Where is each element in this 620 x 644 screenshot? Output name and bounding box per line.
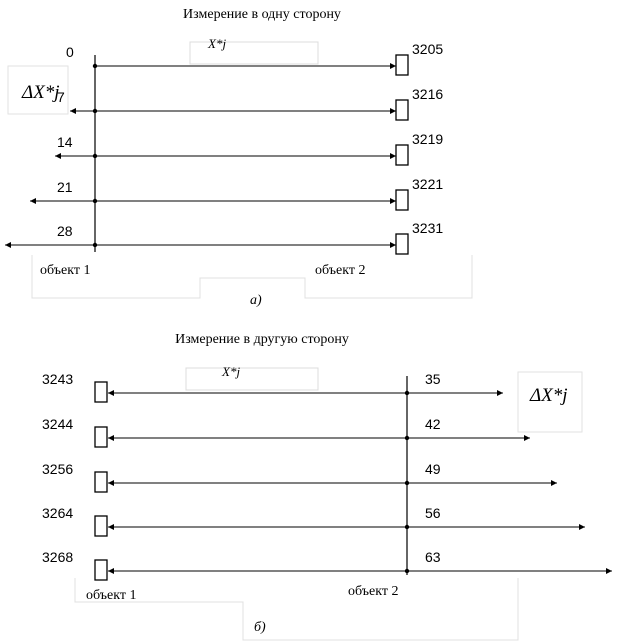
offset-value: 63 (425, 549, 441, 565)
distance-value: 3264 (42, 505, 74, 521)
xj-label-box-b (186, 368, 318, 390)
axis-dot (93, 154, 97, 158)
distance-value: 3256 (42, 461, 74, 477)
panel-b (42, 332, 612, 640)
target-box (396, 55, 408, 75)
panel-a-row (66, 41, 443, 75)
panel-b-title: Измерение в другую сторону (175, 332, 349, 347)
distance-value: 3243 (42, 371, 74, 387)
panel-b-rows (42, 371, 612, 580)
target-box (396, 234, 408, 254)
panel-a (5, 7, 472, 308)
distance-value: 3268 (42, 549, 74, 565)
target-box (396, 145, 408, 165)
offset-value: 42 (425, 416, 441, 432)
distance-value: 3205 (412, 41, 444, 57)
target-box (95, 516, 107, 536)
object2-label-b: объект 2 (348, 584, 399, 599)
distance-value: 3219 (412, 131, 444, 147)
axis-dot (405, 481, 409, 485)
distance-value: 3244 (42, 416, 74, 432)
panel-b-row (42, 505, 585, 536)
distance-value: 3231 (412, 220, 444, 236)
offset-value: 35 (425, 371, 441, 387)
panel-b-row (42, 549, 612, 580)
objects-frame (32, 255, 472, 298)
axis-dot (405, 569, 409, 573)
panel-b-caption: б) (254, 620, 266, 635)
delta-xj-label-b: ΔX*j (530, 385, 568, 406)
offset-value: 56 (425, 505, 441, 521)
offset-value: 28 (57, 223, 73, 239)
offset-value: 21 (57, 179, 73, 195)
axis-dot (93, 109, 97, 113)
offset-value: 7 (57, 89, 65, 105)
objects-frame-b (75, 578, 518, 640)
target-box (95, 560, 107, 580)
offset-value: 14 (57, 134, 73, 150)
panel-b-row (42, 371, 503, 402)
axis-dot (93, 64, 97, 68)
delta-xj-label: ΔX*j (22, 82, 60, 103)
panel-a-rows (5, 41, 443, 254)
axis-dot (93, 243, 97, 247)
target-box (396, 190, 408, 210)
axis-dot (405, 525, 409, 529)
axis-dot (93, 199, 97, 203)
distance-value: 3216 (412, 86, 444, 102)
xj-label: X*j (208, 36, 227, 51)
xj-label-b: X*j (222, 364, 241, 379)
object2-label: объект 2 (315, 263, 366, 278)
target-box (95, 472, 107, 492)
distance-value: 3221 (412, 176, 444, 192)
panel-a-title: Измерение в одну сторону (183, 7, 341, 22)
panel-a-row (5, 220, 443, 254)
panel-a-row (30, 176, 443, 210)
panel-a-row (57, 86, 443, 120)
offset-value: 0 (66, 44, 74, 60)
axis-dot (405, 391, 409, 395)
object1-label: объект 1 (40, 263, 91, 278)
offset-value: 49 (425, 461, 441, 477)
panel-a-caption: а) (250, 293, 262, 308)
target-box (95, 382, 107, 402)
panel-a-row (55, 131, 443, 165)
axis-dot (405, 436, 409, 440)
target-box (396, 100, 408, 120)
panel-b-row (42, 416, 530, 447)
panel-b-row (42, 461, 557, 492)
target-box (95, 427, 107, 447)
object1-label-b: объект 1 (86, 588, 137, 603)
